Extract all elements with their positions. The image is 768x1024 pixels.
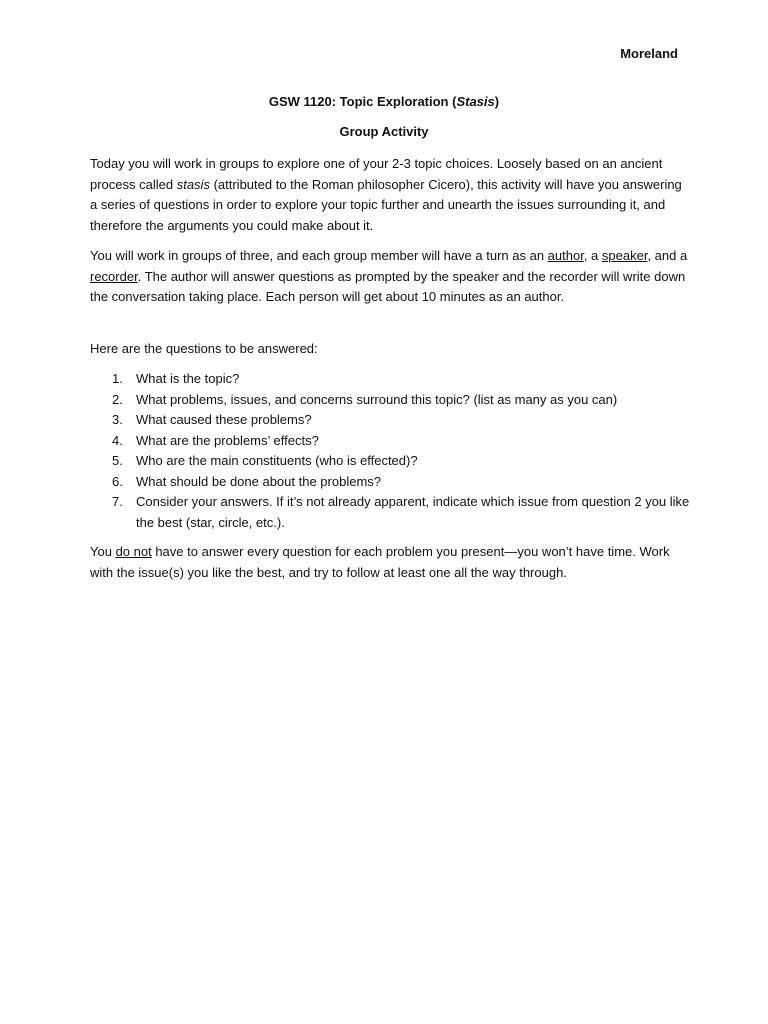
closing-part1: You [90, 544, 116, 559]
list-item [90, 451, 690, 472]
list-item [90, 492, 690, 533]
list-item [90, 369, 690, 390]
list-number: 2. [112, 391, 123, 407]
role-recorder: recorder [90, 268, 138, 284]
list-number: 4. [112, 432, 123, 448]
list-text: What caused these problems? [136, 412, 312, 427]
title-suffix: ) [494, 94, 500, 109]
questions-list [90, 369, 690, 533]
author-header: Moreland [620, 46, 678, 61]
questions-intro: Here are the questions to be answered: [90, 341, 318, 356]
closing-part2: have to answer every question for each problem you present—you won’t have time. Work with the issue(s) you like the best, and try to follow at least one all the way through. [90, 544, 670, 580]
closing-underline: do not [115, 544, 152, 559]
title-italic: Stasis [456, 94, 495, 109]
intro-part1: Today you will work in groups to explore one of your 2-3 topic choices. Loosely based on an ancient process called [90, 156, 663, 192]
list-text: Consider your answers. If it’s not already apparent, indicate which issue from question 2 you like the best (star, circle, etc.). [136, 494, 690, 530]
list-number: 1. [112, 371, 123, 386]
title-prefix: GSW 1120: Topic Exploration ( [268, 94, 457, 109]
list-number: 6. [112, 473, 123, 489]
intro-part2: (attributed to the Roman philosopher Cicero), this activity will have you answering a series of questions in order to explore your topic further and unearth the issues surrounding it, and therefore the arguments you could make about it. [90, 176, 682, 233]
roles-part1: You will work in groups of three, and each group member will have a turn as an [90, 248, 548, 263]
list-item [90, 390, 690, 411]
closing-paragraph [90, 542, 690, 583]
list-item [90, 431, 690, 452]
document-title [0, 94, 768, 109]
list-text: Who are the main constituents (who is effected)? [136, 453, 418, 468]
list-text: What is the topic? [136, 371, 240, 386]
list-item [90, 410, 690, 431]
roles-part2: , a [583, 248, 602, 263]
list-number: 3. [112, 412, 123, 427]
roles-paragraph [90, 246, 690, 308]
list-text: What problems, issues, and concerns surround this topic? (list as many as you can) [136, 391, 618, 407]
intro-italic: stasis [176, 176, 210, 192]
list-number: 7. [112, 494, 123, 509]
role-author: author [547, 248, 584, 263]
roles-part4: . The author will answer questions as prompted by the speaker and the recorder will write down the conversation taking place. Each person will get about 10 minutes as an author. [90, 268, 686, 304]
role-speaker: speaker [601, 248, 648, 263]
document-subtitle: Group Activity [339, 124, 429, 139]
list-text: What are the problems’ effects? [136, 432, 319, 448]
list-number: 5. [112, 453, 123, 468]
roles-part3: , and a [647, 248, 688, 263]
list-text: What should be done about the problems? [136, 473, 382, 489]
list-item [90, 472, 690, 493]
intro-paragraph [90, 154, 690, 236]
